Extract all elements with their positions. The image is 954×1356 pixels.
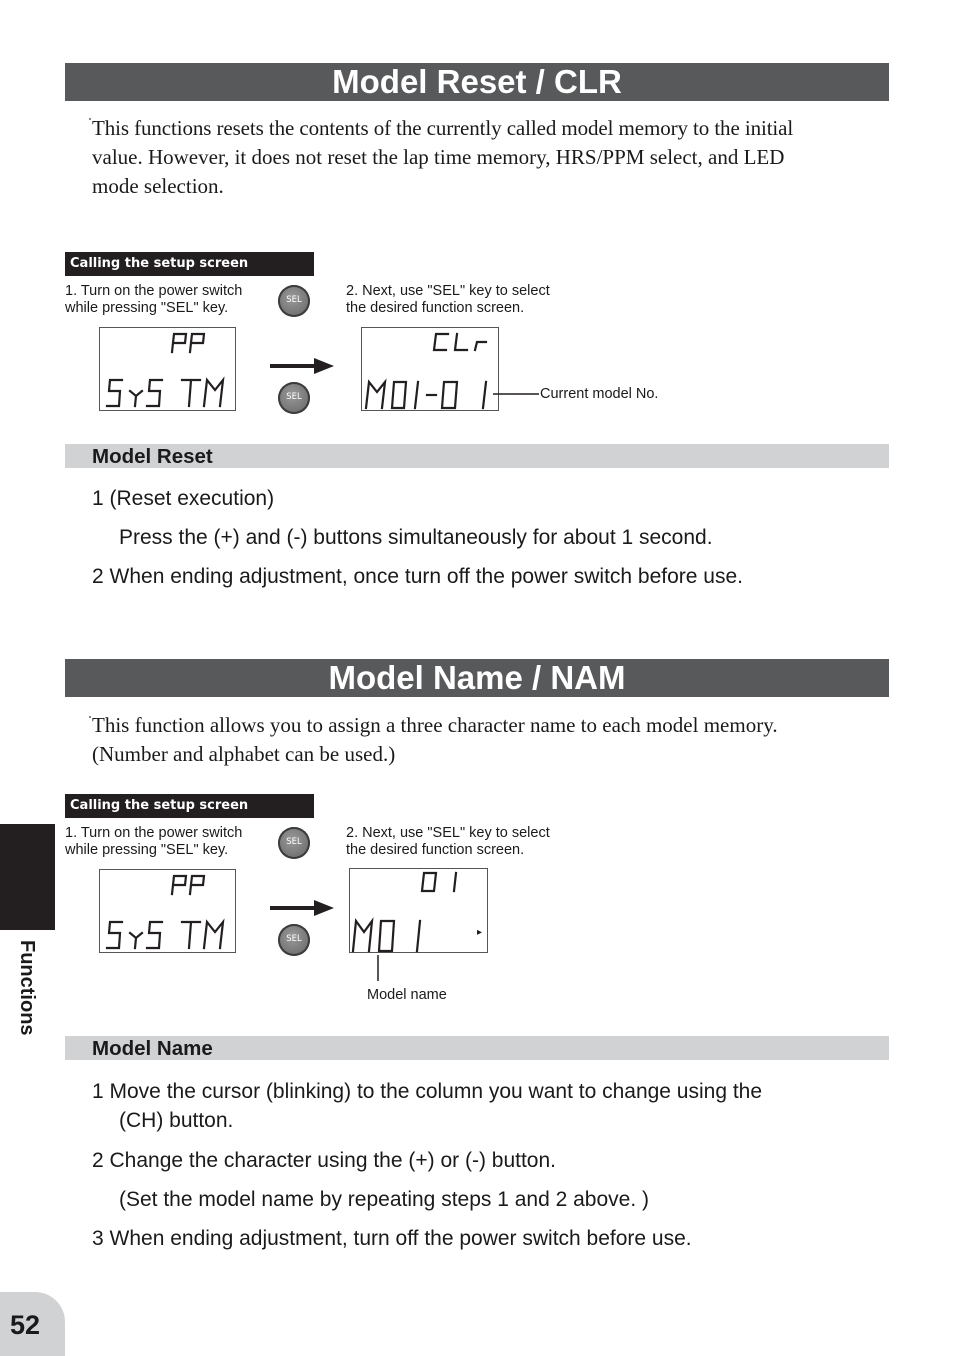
step-line: while pressing "SEL" key. [65,300,229,316]
step-line: 1. Turn on the power switch [65,825,243,841]
section-title-model-reset: Model Reset / CLR [65,63,889,101]
sel-key-label: SEL [286,295,302,305]
sel-key-label: SEL [286,392,302,402]
lcd-screen-startup [99,327,236,411]
arrow-right-icon [268,356,336,376]
name-step-2-note: (Set the model name by repeating steps 1 and 2 above. ) [119,1188,649,1211]
sel-key-icon [278,924,310,956]
name-step-2: 2 Change the character using the (+) or (-) button. [92,1149,556,1172]
margin-mark [89,716,91,718]
callout-model-name: Model name [367,987,447,1003]
lcd-segment-digits [362,328,500,412]
arrow-right-icon [268,898,336,918]
margin-mark [89,118,91,120]
cursor-arrow-icon: ▸ [477,927,483,938]
callout-line [493,392,539,396]
intro-paragraph [92,114,872,201]
sel-key-label: SEL [286,934,302,944]
name-step-1-cont: (CH) button. [119,1109,234,1132]
step-line: 2. Next, use "SEL" key to select [346,283,550,299]
callout-current-model: Current model No. [540,386,659,402]
step-line: the desired function screen. [346,300,525,316]
page-number: 52 [10,1310,41,1340]
setup-screen-label: Calling the setup screen [65,252,314,276]
lcd-screen-name [349,868,488,953]
intro-line: This function allows you to assign a three character name to each model memory. [92,713,778,737]
reset-step-2: 2 When ending adjustment, once turn off the power switch before use. [92,565,743,588]
intro-paragraph [92,711,872,769]
name-step-3: 3 When ending adjustment, turn off the power switch before use. [92,1227,692,1250]
step-line: 2. Next, use "SEL" key to select [346,825,550,841]
reset-step-1-title: 1 (Reset execution) [92,487,275,510]
step-2-instruction [346,825,550,859]
step-line: 1. Turn on the power switch [65,283,243,299]
subsection-model-name: Model Name [65,1036,889,1060]
intro-line: value. However, it does not reset the lap time memory, HRS/PPM select, and LED [92,145,785,169]
intro-line: (Number and alphabet can be used.) [92,742,396,766]
setup-screen-label: Calling the setup screen [65,794,314,818]
reset-step-1-body: Press the (+) and (-) buttons simultaneously for about 1 second. [119,526,713,549]
callout-line [376,955,380,981]
sel-key-icon [278,382,310,414]
lcd-screen-clr [361,327,499,411]
intro-line: mode selection. [92,174,224,198]
step-line: while pressing "SEL" key. [65,842,229,858]
sel-key-icon [278,827,310,859]
step-line: the desired function screen. [346,842,525,858]
lcd-segment-digits [100,870,237,954]
step-1-instruction [65,825,242,859]
name-step-1: 1 Move the cursor (blinking) to the column you want to change using the [92,1080,763,1103]
section-title-model-name: Model Name / NAM [65,659,889,697]
side-tab-label: Functions [16,940,38,1036]
sel-key-icon [278,285,310,317]
subsection-model-reset: Model Reset [65,444,889,468]
lcd-segment-digits [100,328,237,412]
step-1-instruction [65,283,242,317]
side-tab-marker [0,824,55,930]
lcd-screen-startup [99,869,236,953]
step-2-instruction [346,283,550,317]
lcd-segment-digits [350,869,489,954]
sel-key-label: SEL [286,837,302,847]
intro-line: This functions resets the contents of the currently called model memory to the initial [92,116,794,140]
